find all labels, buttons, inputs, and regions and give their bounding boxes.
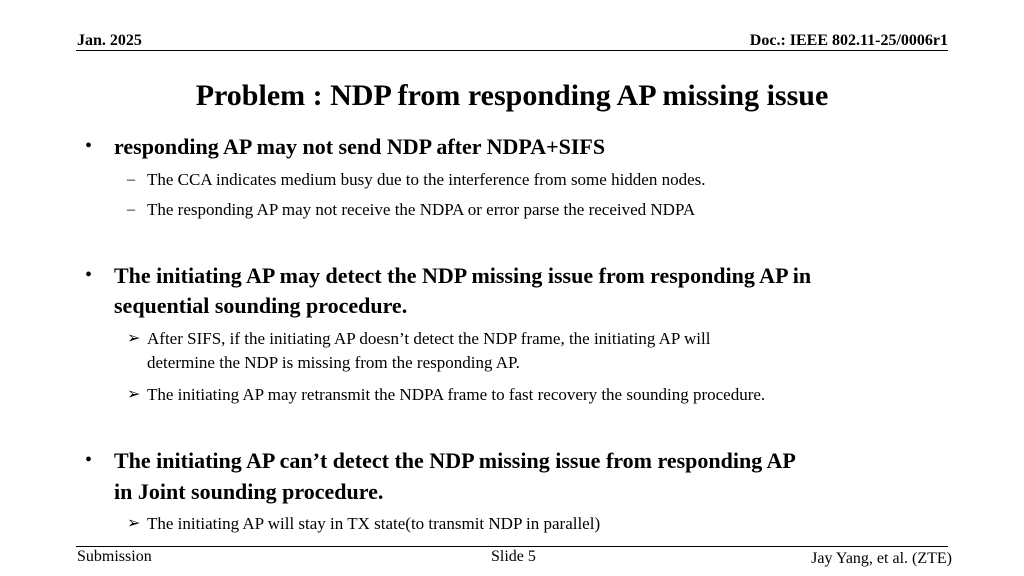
bullet-dot-icon: • <box>85 449 93 471</box>
bullet-2-sub-2: The initiating AP may retransmit the NDPA frame to fast recovery the sounding procedure. <box>147 385 766 404</box>
bullet-2-sub-1-line2: determine the NDP is missing from the responding AP. <box>147 353 520 372</box>
bullet-3-text-line1: The initiating AP can’t detect the NDP missing issue from responding AP <box>114 448 796 473</box>
bullet-2-text-line1: The initiating AP may detect the NDP missing issue from responding AP in <box>114 263 812 288</box>
bullet-2-text-line2: sequential sounding procedure. <box>114 293 408 318</box>
arrowhead-icon: ➢ <box>127 330 141 347</box>
bullet-3-text-line2: in Joint sounding procedure. <box>114 479 384 504</box>
footer-submission: Submission <box>77 548 152 565</box>
footer-author: Jay Yang, et al. (ZTE) <box>811 550 952 567</box>
dash-icon: – <box>127 201 135 218</box>
header-doc-id: Doc.: IEEE 802.11-25/0006r1 <box>749 32 948 49</box>
bullet-3-sub-1: The initiating AP will stay in TX state(to transmit NDP in parallel) <box>147 514 601 533</box>
header-rule <box>76 50 948 51</box>
bullet-dot-icon: • <box>85 264 93 286</box>
bullet-1-sub-1: The CCA indicates medium busy due to the interference from some hidden nodes. <box>147 170 706 189</box>
arrowhead-icon: ➢ <box>127 515 141 532</box>
header-date: Jan. 2025 <box>77 32 142 49</box>
footer-slide-number: Slide 5 <box>491 548 536 565</box>
slide-title: Problem : NDP from responding AP missing issue <box>195 79 829 112</box>
arrowhead-icon: ➢ <box>127 386 141 403</box>
bullet-2-sub-1-line1: After SIFS, if the initiating AP doesn’t detect the NDP frame, the initiating AP will <box>147 329 711 348</box>
bullet-1-sub-2: The responding AP may not receive the NDPA or error parse the received NDPA <box>147 200 696 219</box>
dash-icon: – <box>127 171 135 188</box>
bullet-1-text: responding AP may not send NDP after NDPA+SIFS <box>114 134 606 159</box>
bullet-dot-icon: • <box>85 135 93 157</box>
